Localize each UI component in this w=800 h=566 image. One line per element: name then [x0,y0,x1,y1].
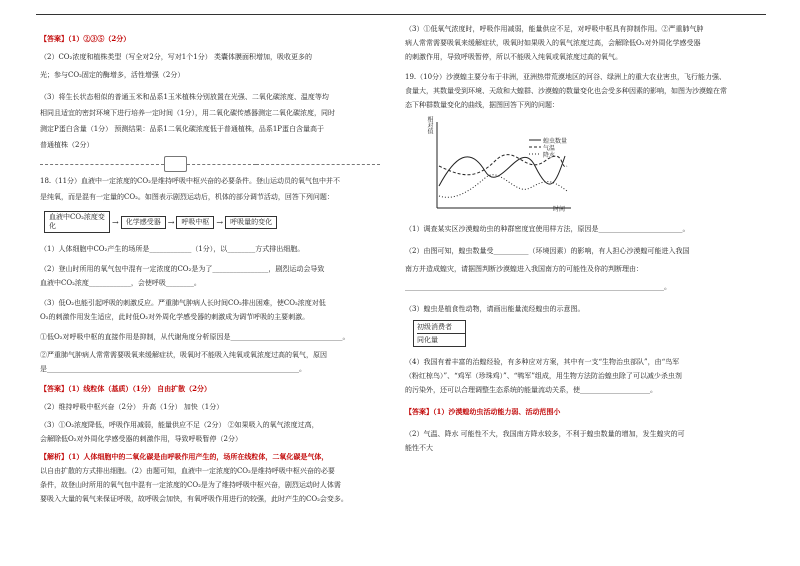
answer-19-2a: （2）气温、降水 可能性不大，我国南方降水较多，不利于蝗虫数量的增加，发生蝗灾的可 [405,430,685,438]
answer-18-1: 【答案】（1）线粒体（基质）（1分） 自由扩散（2分） [40,384,212,393]
answer-17-3b: 相同且适宜的密封环境下进行培养一定时间（1分），用二氧化碳传感器测定二氧化碳浓度，同时 [40,109,335,117]
answer-17-3a: （3）将生长状态相似的普通玉米和品系1玉米植株分别放置在光强、二氧化碳浓度、温度等均 [40,93,329,101]
answer-19-2b: 能性不大 [405,444,433,452]
answer-17-3c: 测定P蛋白含量（1分） 预测结果：品系1二氧化碳浓度低于普通植株，品系1P蛋白含量高于 [40,125,325,133]
answer-17-2b: 光；参与CO₂固定的酶增多，活性增强（2分） [40,71,185,79]
analysis-18-d: 要吸入大量的氧气来保证呼吸，故呼吸会加快，有氧呼吸作用进行的较强，此时产生的CO₂会变多。 [40,495,348,503]
left-column [40,20,380,506]
q18-3-2a: ②严重肺气肿病人常常需要吸氧来缓解症状，吸氧时不能吸入纯氧或氧浓度过高的氧气，原因 [40,351,327,359]
q19-2c: __________________________________________________________________________。 [405,283,671,291]
question-19-stem-a: 19.（10分）沙漠蝗主要分布于非洲，亚洲热带荒漠地区的河谷、绿洲上的重大农业害虫，飞行能力强、 [405,73,727,81]
q18-3-2b: 是________________________________________________________________________。 [40,365,306,373]
q19-2a: （2）由图可知，蝗虫数量受__________（环境因素）的影响，有人担心沙漠蝗可能进入我国 [405,247,690,255]
answer-18-2: （2）维持呼吸中枢兴奋（2分） 升高（1分） 加快（1分） [40,403,224,411]
legend-label-rainfall: 降水 [543,152,556,159]
flow-box-chemoreceptor: 化学感受器 [121,216,166,229]
question-19-stem-c: 态下种群数量变化的曲线，据图回答下列的问题： [405,101,559,109]
q18-3b: O₂的刺激作用发生适应，此时低O₂对外周化学感受器的刺激成为调节呼吸的主要刺激。 [40,313,310,321]
regulation-flowchart [44,208,380,236]
analysis-18-3a: （3）①低氧气浓度时，呼吸作用减弱，能量供应不足，对呼吸中枢具有抑制作用。②严重肺气肿 [405,25,704,33]
flow-box-respiration-change: 呼吸量的变化 [225,216,277,229]
answer-17-3d: 普通植株（2分） [40,141,94,149]
q18-2b: 血液中CO₂浓度____________，会使呼吸________。 [40,279,201,287]
locust-curve-chart [425,116,575,216]
question-19-stem-b: 食量大，其数量受到环境、天敌和大蝗群、沙漠蝗的数量变化也会受多种因素的影响，如图为沙漠蝗在常 [405,87,727,95]
flow-box-respiratory-center: 呼吸中枢 [176,216,214,229]
q19-4c: 的污染外，还可以合理调整生态系统的能量流动关系，使____________________。 [405,386,657,394]
top-rule [36,14,766,15]
q19-2b: 南方并造成蝗灾，请据图判断沙漠蝗进入我国南方的可能性及你的判断理由： [405,265,643,273]
answer-17-1: 【答案】（1）②③⑤（2分） [40,34,131,43]
page-separator [40,152,380,176]
legend-label-locust: 蝗虫数量 [543,138,568,145]
flow-arrow: → [112,217,119,227]
q18-2a: （2）登山时所用的氧气包中混有一定浓度的CO₂是为了________________，剧烈运动会导致 [40,265,325,273]
legend-label-temperature: 气温 [543,145,556,152]
question-18-stem-a: 18.（11分）血液中一定浓度的CO₂是维持呼吸中枢兴奋的必要条件。登山运动员的氧气包中并不 [40,177,340,185]
answer-18-3a: （3）①O₂浓度降低，呼吸作用减弱，能量供应不足（2分） ②如果吸入的氧气浓度过高， [40,421,319,429]
flow-box-co2: 血液中CO₂浓度变化 [44,211,110,233]
energy-box-assimilation: 同化量 [417,336,438,344]
q18-1: （1）人体细胞中CO₂产生的场所是____________（1分），以________方式排出细胞。 [40,245,305,253]
q19-4b: （粉红椋鸟）”、“鸡军（珍珠鸡）”、“鸭军”组成，用生物方法防治蝗虫除了可以减少杀虫剂 [405,372,682,380]
answer-17-2a: （2）CO₂浓度和植株类型（写全对2分，写对1个1分） 类囊体膜面积增加，吸收更多的 [40,53,312,61]
flow-arrow: → [167,217,175,227]
energy-flow-box [413,320,466,347]
q19-4a: （4）我国有着丰富的治蝗经验，有多种应对方案，其中有一支“生物治虫部队”，由“鸟军 [405,358,680,366]
analysis-18-3b: 病人常常需要吸氧来缓解症状，吸氧时如果吸入的氧气浓度过高，会解除低O₂对外周化学感受器 [405,39,701,47]
q19-1: （1）调查某实区沙漠蝗幼虫的种群密度宜使用样方法，原因是________________________。 [405,225,690,233]
analysis-18-3c: 的刺激作用，导致呼吸暂停，所以不能吸入纯氧或氧浓度过高的氧气。 [405,53,622,61]
q19-3: （3）蝗虫是植食性动物，请画出能量流经蝗虫的示意图。 [405,305,585,313]
answer-18-3b: 会解除低O₂对外周化学感受器的刺激作用，导致呼吸暂停（2分） [40,435,242,443]
right-column [405,20,740,455]
energy-box-consumer: 初级消费者 [417,321,465,334]
analysis-18-c: 条件，故登山时所用的氧气包中混有一定浓度的CO₂是为了维持呼吸中枢兴奋，剧烈运动时人体需 [40,481,341,489]
question-18-stem-b: 是纯氧，而是混有一定量的CO₂。如图表示剧烈运动后，机体的部分调节活动，回答下列问题： [40,193,334,201]
q18-3a: （3）低O₂也能引起呼吸的刺激反应。严重肺气肿病人长时间CO₂排出困难，使CO₂浓度对低 [40,299,326,307]
flow-arrow: → [216,217,224,227]
chart-y-label: 相对值 [426,116,433,134]
chart-svg [425,116,575,216]
analysis-18-a: 【解析】（1）人体细胞中的二氧化碳是由呼吸作用产生的，场所在线粒体，二氧化碳是气体， [40,452,329,461]
series-rainfall-line [439,175,567,198]
answer-19-1: 【答案】（1）沙漠蝗幼虫活动能力弱、活动范围小 [405,407,561,416]
q18-3-1: ①低O₂对呼吸中枢的直接作用是抑制，从代谢角度分析原因是________________________________。 [40,333,350,341]
chart-x-label: 时间 [553,206,566,213]
separator-mark [164,156,187,172]
analysis-18-b: 以自由扩散的方式排出细胞。（2）由题可知，血液中一定浓度的CO₂是维持呼吸中枢兴奋的必要 [40,467,335,475]
